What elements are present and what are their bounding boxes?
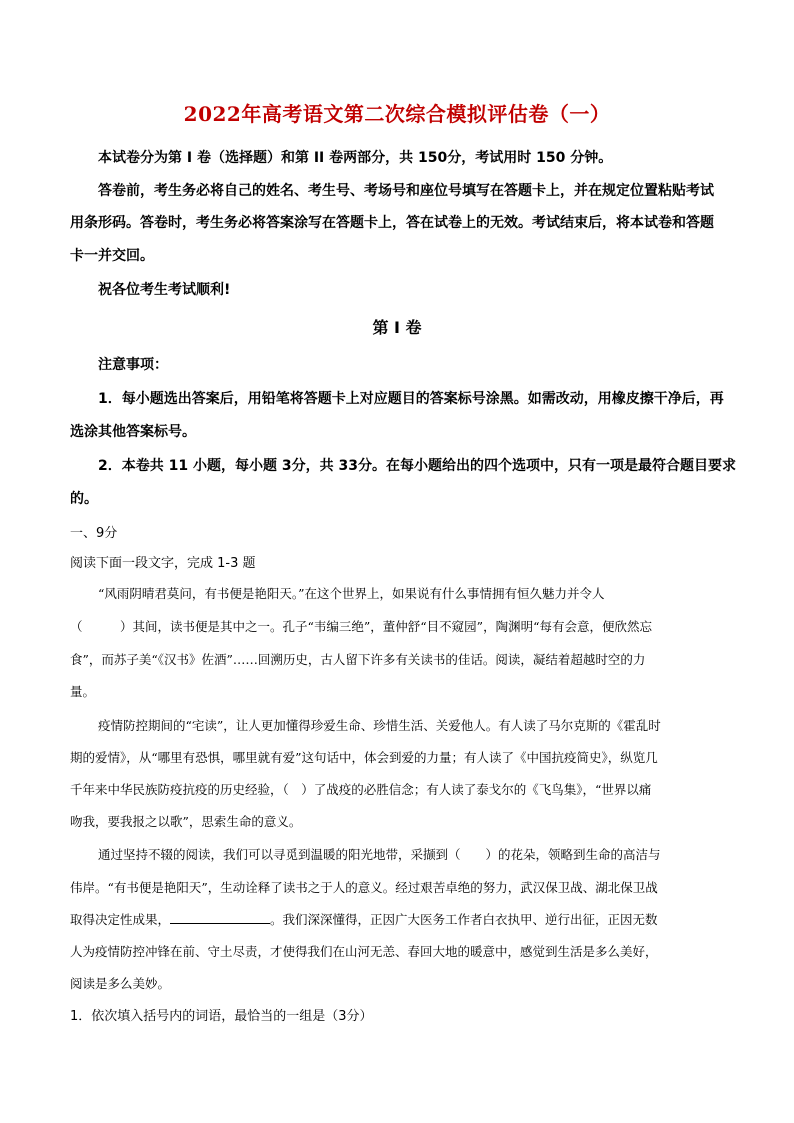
- passage-p3-line-3-start: 取得决定性成果，: [70, 912, 171, 927]
- intro-line-5: 祝各位考生考试顺利!: [98, 282, 231, 298]
- passage-p3-line-1: 通过坚持不辍的阅读，我们可以寻觅到温暖的阳光地带，采撷到（ ）的花朵，领略到生命的高洁与: [98, 847, 661, 862]
- note-1-line-2: 选涂其他答案标号。: [70, 424, 196, 440]
- passage-p1-line-1: “风雨阴晴君莫问，有书便是艳阳天。”在这个世界上，如果说有什么事情拥有恒久魅力并令人: [98, 586, 605, 601]
- section-title: 第 I 卷: [372, 318, 422, 337]
- intro-line-3: 用条形码。答卷时，考生务必将答案涂写在答题卡上，答在试卷上的无效。考试结束后，将本试卷和答题: [70, 215, 714, 231]
- question-1: 1．依次填入括号内的词语，最恰当的一组是（3分）: [70, 1009, 373, 1024]
- passage-p2-line-3: 千年来中华民族防疫抗疫的历史经验，（ ）了战疫的必胜信念；有人读了泰戈尔的《飞鸟集》，“世界以痛: [70, 782, 652, 797]
- passage-p1-line-4: 量。: [70, 684, 96, 699]
- note-2-line-2: 的。: [70, 491, 98, 507]
- part-1-heading: 一、9分: [70, 526, 118, 541]
- passage-p3-line-2: 伟岸。“有书便是艳阳天”，生动诠释了读书之于人的意义。经过艰苦卓绝的努力，武汉保卫战、湖北保卫战: [70, 880, 658, 895]
- intro-line-2: 答卷前，考生务必将自己的姓名、考生号、考场号和座位号填写在答题卡上，并在规定位置粘贴考试: [98, 183, 714, 199]
- fill-in-blank: [170, 911, 270, 924]
- note-1-line-1: 1．每小题选出答案后，用铅笔将答题卡上对应题目的答案标号涂黑。如需改动，用橡皮擦干净后，再: [98, 391, 724, 407]
- note-2-line-1: 2．本卷共 11 小题，每小题 3分，共 33分。在每小题给出的四个选项中，只有一项是最符合题目要求: [98, 458, 736, 474]
- exam-title: 2022年高考语文第二次综合模拟评估卷（一）: [183, 102, 611, 126]
- passage-p3-line-3-end: 。我们深深懂得，正因广大医务工作者白衣执甲、逆行出征，正因无数: [270, 912, 658, 927]
- passage-p2-line-1: 疫情防控期间的“宅读”，让人更加懂得珍爱生命、珍惜生活、关爱他人。有人读了马尔克斯的《霍乱时: [98, 718, 661, 733]
- passage-p3-line-4: 人为疫情防控冲锋在前、守土尽责，才使得我们在山河无恙、春回大地的暖意中，感觉到生活是多么美好，: [70, 944, 658, 959]
- passage-p1-line-3: 食”，而苏子美“《汉书》佐酒”……回溯历史，古人留下许多有关读书的佳话。阅读，凝结着超越时空的力: [70, 652, 646, 667]
- part-1-instruction: 阅读下面一段文字，完成 1-3 题: [70, 556, 256, 571]
- intro-line-1: 本试卷分为第 I 卷（选择题）和第 II 卷两部分，共 150分，考试用时 150 分钟。: [98, 150, 613, 166]
- passage-p2-line-2: 期的爱情》，从“哪里有恐惧，哪里就有爱”这句话中，体会到爱的力量；有人读了《中国抗疫简史》，纵览几: [70, 750, 658, 765]
- passage-p3-line-3: [70, 910, 658, 928]
- passage-p1-line-2: （ ）其间，读书便是其中之一。孔子“韦编三绝”，董仲舒“目不窥园”，陶渊明“每有会意，便欣然忘: [70, 619, 652, 634]
- passage-p2-line-4: 吻我，要我报之以歌”，思索生命的意义。: [70, 814, 302, 829]
- notes-heading: 注意事项：: [98, 357, 168, 373]
- intro-line-4: 卡一并交回。: [70, 248, 154, 264]
- passage-p3-line-5: 阅读是多么美妙。: [70, 976, 171, 991]
